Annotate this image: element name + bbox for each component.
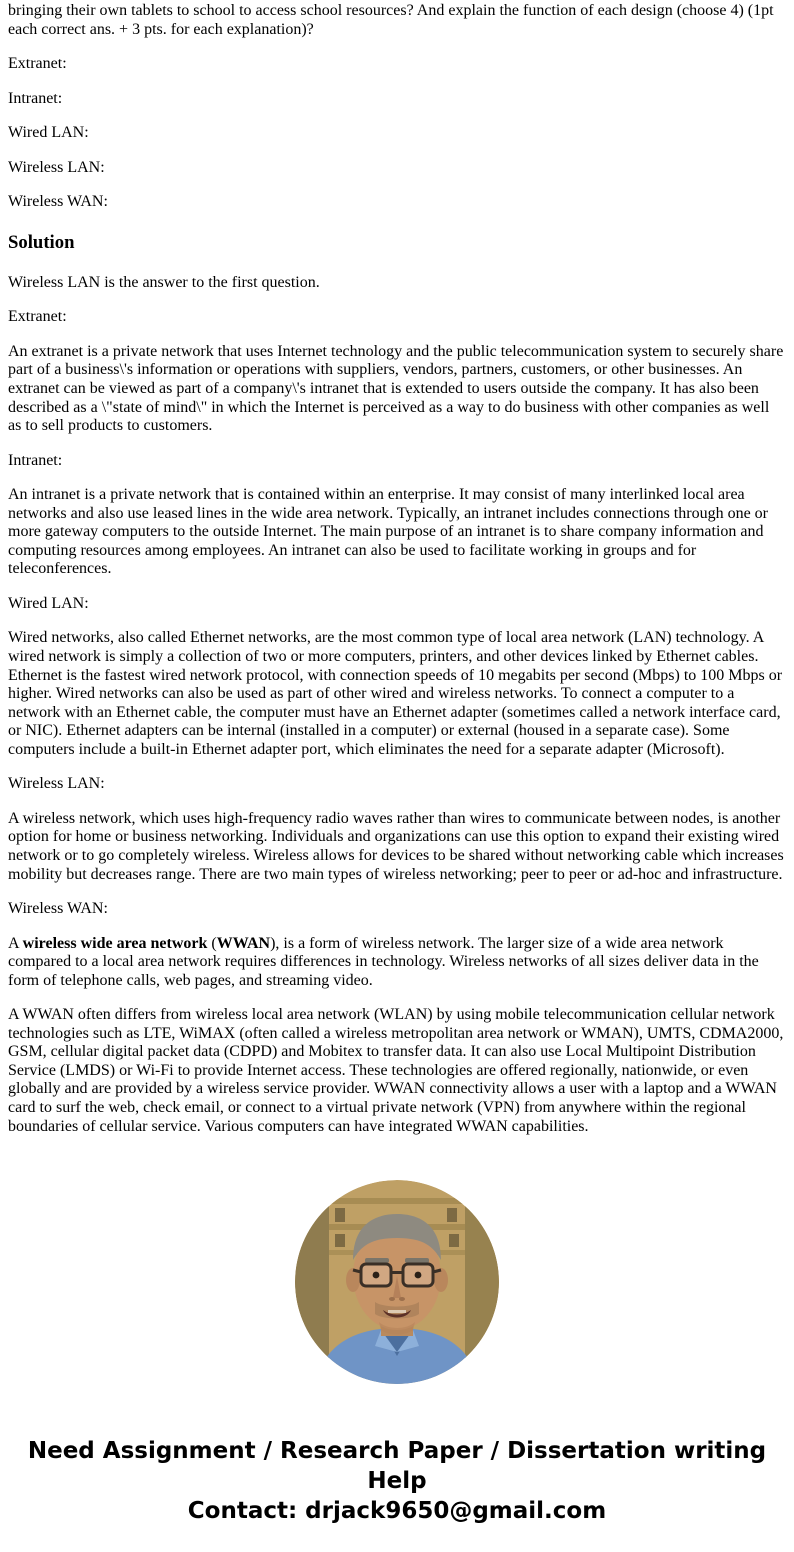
question-intro: bringing their own tablets to school to access school resources? And explain the function of each design (choose 4) (1pt each correct ans. + 3 pts. for each explanation)?	[8, 2, 774, 38]
solution-heading: Solution	[8, 231, 75, 253]
section-label-wired-lan: Wired LAN:	[8, 594, 89, 612]
portrait-illustration	[295, 1180, 499, 1384]
section-label-wireless-wan: Wireless WAN:	[8, 900, 108, 918]
footer-help-text: Need Assignment / Research Paper / Dissertation writing Help	[27, 1438, 767, 1495]
section-label-intranet: Intranet:	[8, 451, 63, 469]
wwan-bold-term: wireless wide area network	[22, 934, 208, 952]
instructor-photo	[295, 1180, 499, 1384]
section-body-wireless-wan	[8, 935, 786, 991]
wwan-bold-acronym: WWAN	[216, 934, 271, 952]
wwan-text-prefix: A	[8, 934, 23, 952]
answer-line: Wireless LAN is the answer to the first question.	[8, 273, 320, 291]
question-label-extranet: Extranet:	[8, 55, 67, 73]
footer-banner	[12, 1436, 782, 1526]
wwan-text-between: (	[207, 934, 217, 952]
question-label-wireless-wan: Wireless WAN:	[8, 193, 108, 211]
section-body-intranet: An intranet is a private network that is contained within an enterprise. It may consist of many interlinked local area networks and also use leased lines in the wide area network. Typically, an intranet includes connections through one or more gateway computers to the outside Internet. The main purpose of an intranet is to share company information and computing resources among employees. An intranet can also be used to facilitate working in groups and for teleconferences.	[8, 486, 768, 578]
section-body-wired-lan: Wired networks, also called Ethernet networks, are the most common type of local area network (LAN) technology. A wired network is simply a collection of two or more computers, printers, and other devices linked by Ethernet cables. Ethernet is the fastest wired network protocol, with connection speeds of 10 megabits per second (Mbps) to 100 Mbps or higher. Wired networks can also be used as part of other wired and wireless networks. To connect a computer to a network with an Ethernet cable, the computer must have an Ethernet adapter (sometimes called a network interface card, or NIC). Ethernet adapters can be internal (installed in a computer) or external (housed in a separate case). Some computers include a built-in Ethernet adapter port, which eliminates the need for a separate adapter (Microsoft).	[8, 629, 783, 758]
section-body-extranet: An extranet is a private network that uses Internet technology and the public telecommunication system to securely share part of a business\'s information or operations with suppliers, vendors, partners, customers, or other businesses. An extranet can be viewed as part of a company\'s intranet that is extended to users outside the company. It has also been described as a \"state of mind\" in which the Internet is perceived as a way to do business with other companies as well as to sell products to customers.	[8, 342, 784, 435]
document-page	[0, 2, 794, 1526]
section-label-extranet: Extranet:	[8, 308, 67, 326]
footer-contact-email: Contact: drjack9650@gmail.com	[187, 1498, 607, 1525]
question-label-intranet: Intranet:	[8, 89, 63, 107]
question-label-wired-lan: Wired LAN:	[8, 124, 89, 142]
question-label-wireless-lan: Wireless LAN:	[8, 158, 105, 176]
wwan-extra-paragraph: A WWAN often differs from wireless local area network (WLAN) by using mobile telecommunication cellular network technologies such as LTE, WiMAX (often called a wireless metropolitan area network or WMAN), UMTS, CDMA2000, GSM, cellular digital packet data (CDPD) and Mobitex to transfer data. It can also use Local Multipoint Distribution Service (LMDS) or Wi-Fi to provide Internet access. These technologies are offered regionally, nationwide, or even globally and are provided by a wireless service provider. WWAN connectivity allows a user with a laptop and a WWAN card to surf the web, check email, or connect to a virtual private network (VPN) from anywhere within the regional boundaries of cellular service. Various computers can have integrated WWAN capabilities.	[8, 1006, 784, 1135]
section-label-wireless-lan: Wireless LAN:	[8, 775, 105, 793]
section-body-wireless-lan: A wireless network, which uses high-frequency radio waves rather than wires to communicate between nodes, is another option for home or business networking. Individuals and organizations can use this option to expand their existing wired network or to go completely wireless. Wireless allows for devices to be shared without networking cable which increases mobility but decreases range. There are two main types of wireless networking; peer to peer or ad-hoc and infrastructure.	[8, 809, 784, 883]
wwan-text-suffix: ), is a form of wireless network. The larger size of a wide area network compared to a local area network requires differences in technology. Wireless networks of all sizes deliver data in the form of telephone calls, web pages, and streaming video.	[8, 934, 759, 989]
